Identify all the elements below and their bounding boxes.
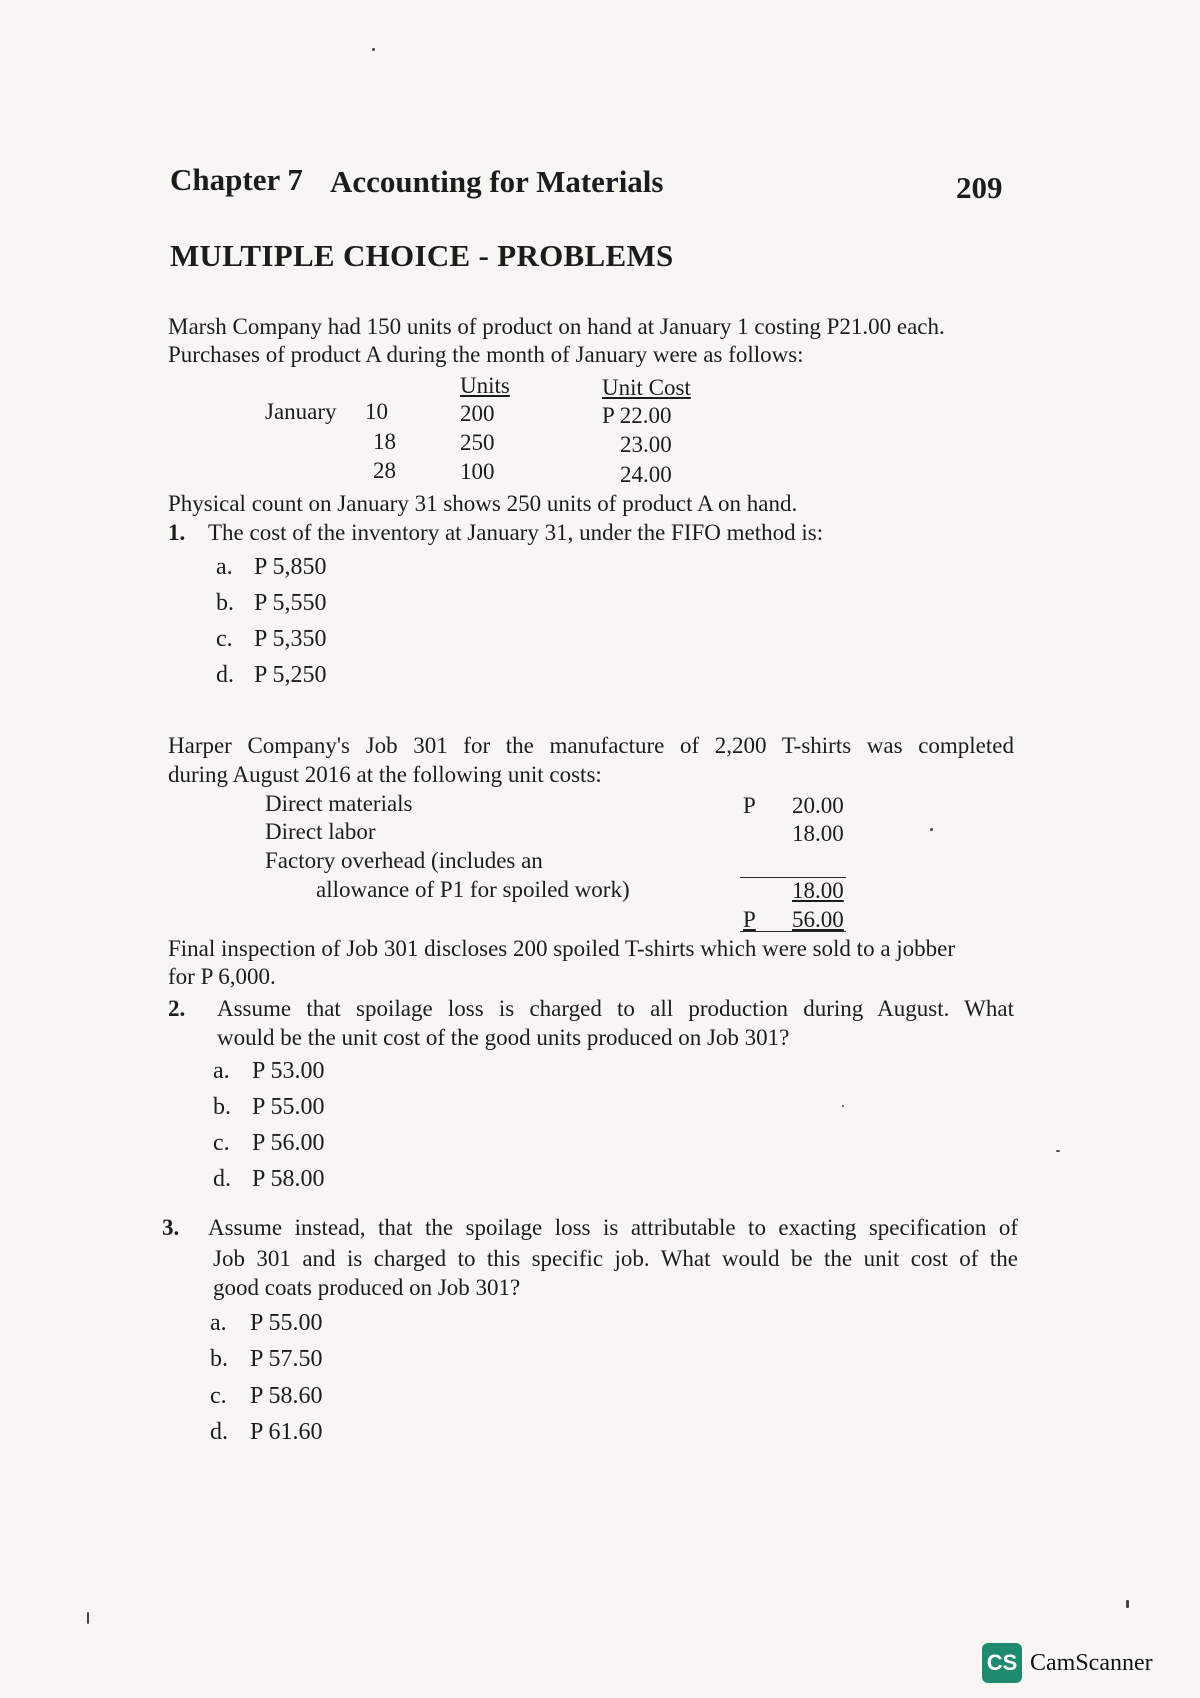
option-letter: a. <box>210 1310 227 1336</box>
option-letter: c. <box>213 1130 230 1156</box>
problem1-physical-count: Physical count on January 31 shows 250 units of product A on hand. <box>168 491 798 516</box>
currency-symbol: P <box>743 793 756 818</box>
table-units: 200 <box>460 401 495 426</box>
camscanner-brand: CamScanner <box>1030 1650 1153 1676</box>
option-letter: d. <box>216 662 234 688</box>
option-letter: a. <box>213 1058 230 1084</box>
option-letter: d. <box>210 1419 228 1445</box>
question-number: 3. <box>162 1215 180 1240</box>
option-letter: b. <box>216 590 234 616</box>
option-text: P 55.00 <box>250 1310 323 1336</box>
total-value: 56.00 <box>792 907 844 932</box>
question-text: good coats produced on Job 301? <box>213 1275 521 1300</box>
overhead-label-line2: allowance of P1 for spoiled work) <box>316 877 630 902</box>
option-letter: c. <box>216 626 233 652</box>
scan-speck <box>1056 1150 1060 1152</box>
problem2-final-line1: Final inspection of Job 301 discloses 200 spoiled T-shirts which were sold to a jobber <box>168 936 956 961</box>
direct-labor-label: Direct labor <box>265 819 376 844</box>
question-text: Assume instead, that the spoilage loss is attributable to exacting specification of <box>208 1215 1018 1240</box>
problem1-intro-line1: Marsh Company had 150 units of product on hand at January 1 costing P21.00 each. <box>168 314 945 339</box>
section-title: MULTIPLE CHOICE - PROBLEMS <box>170 238 674 273</box>
total-currency: P <box>743 907 756 932</box>
table-cost: 24.00 <box>620 462 672 487</box>
option-text: P 5,850 <box>254 554 327 580</box>
option-letter: b. <box>210 1346 228 1372</box>
scan-speck <box>372 48 375 51</box>
table-day: 18 <box>373 429 396 454</box>
table-month: January <box>265 399 337 424</box>
question-number: 2. <box>168 996 186 1021</box>
option-text: P 5,350 <box>254 626 327 652</box>
table-cost: P 22.00 <box>602 403 672 428</box>
table-units: 250 <box>460 430 495 455</box>
option-text: P 56.00 <box>252 1130 325 1156</box>
table-header-unit-cost: Unit Cost <box>602 375 691 400</box>
direct-materials-value: 20.00 <box>792 793 844 818</box>
problem2-intro-line1: Harper Company's Job 301 for the manufacture of 2,200 T-shirts was completed <box>168 733 1014 758</box>
question-number: 1. <box>168 520 186 545</box>
scan-speck <box>1126 1600 1129 1608</box>
question-text: Job 301 and is charged to this specific job. What would be the unit cost of the <box>213 1246 1018 1271</box>
option-letter: a. <box>216 554 233 580</box>
option-text: P 57.50 <box>250 1346 323 1372</box>
problem2-final-line2: for P 6,000. <box>168 964 276 989</box>
table-day: 28 <box>373 458 396 483</box>
option-letter: d. <box>213 1166 231 1192</box>
scan-speck <box>930 828 933 831</box>
scan-speck <box>842 1105 844 1107</box>
camscanner-logo-icon: CS <box>982 1643 1022 1683</box>
question-text: would be the unit cost of the good units produced on Job 301? <box>217 1025 790 1050</box>
scan-speck <box>87 1612 89 1624</box>
option-letter: b. <box>213 1094 231 1120</box>
page-number: 209 <box>956 170 1003 205</box>
table-header-units: Units <box>460 373 510 398</box>
question-text: The cost of the inventory at January 31, under the FIFO method is: <box>208 520 824 545</box>
option-text: P 5,550 <box>254 590 327 616</box>
direct-materials-label: Direct materials <box>265 791 413 816</box>
option-text: P 55.00 <box>252 1094 325 1120</box>
overhead-label-line1: Factory overhead (includes an <box>265 848 543 873</box>
option-letter: c. <box>210 1383 227 1409</box>
table-day: 10 <box>365 399 388 424</box>
chapter-label: Chapter 7 <box>170 162 303 197</box>
option-text: P 53.00 <box>252 1058 325 1084</box>
question-text: Assume that spoilage loss is charged to all production during August. What <box>217 996 1014 1021</box>
problem2-intro-line2: during August 2016 at the following unit costs: <box>168 762 602 787</box>
table-cost: 23.00 <box>620 432 672 457</box>
option-text: P 5,250 <box>254 662 327 688</box>
table-units: 100 <box>460 459 495 484</box>
direct-labor-value: 18.00 <box>792 821 844 846</box>
option-text: P 58.00 <box>252 1166 325 1192</box>
option-text: P 58.60 <box>250 1383 323 1409</box>
overhead-value: 18.00 <box>792 878 844 903</box>
problem1-intro-line2: Purchases of product A during the month of January were as follows: <box>168 342 804 367</box>
option-text: P 61.60 <box>250 1419 323 1445</box>
chapter-title: Accounting for Materials <box>330 164 664 199</box>
